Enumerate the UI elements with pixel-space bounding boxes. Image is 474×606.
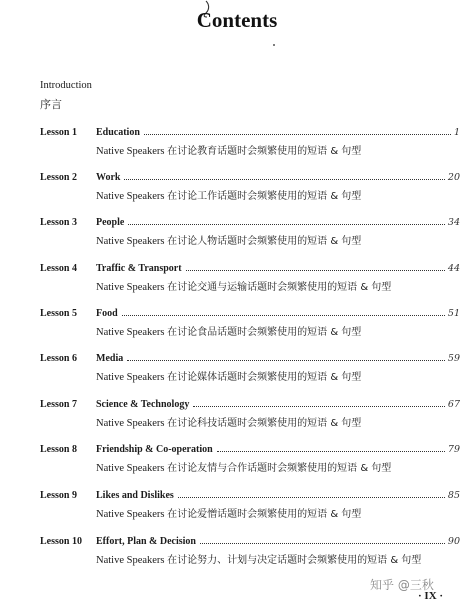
lesson-subtitle xyxy=(96,459,391,474)
lesson-title: Food xyxy=(96,308,118,319)
lesson-page-number: 67 xyxy=(447,399,460,410)
toc-entry[interactable] xyxy=(40,262,460,298)
dot-leader xyxy=(193,398,445,407)
lesson-page-number: 90 xyxy=(447,536,460,547)
lesson-title: Effort, Plan & Decision xyxy=(96,536,196,547)
lesson-title: Science & Technology xyxy=(96,399,190,410)
toc-entry[interactable] xyxy=(40,216,460,252)
lesson-title: Education xyxy=(96,127,140,138)
toc-entry-heading xyxy=(40,535,460,549)
lesson-page-number: 44 xyxy=(447,263,460,274)
lesson-number: Lesson 6 xyxy=(40,353,77,364)
lesson-subtitle-english: Native Speakers xyxy=(96,282,168,293)
lesson-subtitle-chinese: 在讨论人物话题时会频繁使用的短语 & 句型 xyxy=(167,236,362,247)
lesson-subtitle-chinese: 在讨论教育话题时会频繁使用的短语 & 句型 xyxy=(167,146,362,157)
toc-entry-heading xyxy=(40,171,460,185)
lesson-title: Friendship & Co-operation xyxy=(96,444,213,455)
toc-entry[interactable] xyxy=(40,307,460,343)
dot-leader xyxy=(124,171,444,180)
lesson-page-number: 79 xyxy=(447,444,460,455)
lesson-subtitle-english: Native Speakers xyxy=(96,509,168,520)
lesson-page-number: 34 xyxy=(447,217,460,228)
toc-entry-heading xyxy=(40,126,460,140)
page-number: · IX · xyxy=(418,590,444,602)
dot-leader xyxy=(217,443,445,452)
lesson-subtitle xyxy=(96,323,361,338)
lesson-number: Lesson 5 xyxy=(40,308,77,319)
dot-leader xyxy=(178,489,445,498)
lesson-number: Lesson 10 xyxy=(40,536,82,547)
lesson-subtitle xyxy=(96,142,361,157)
print-speck xyxy=(273,44,275,46)
lesson-subtitle-english: Native Speakers xyxy=(96,463,168,474)
toc-entry-heading xyxy=(40,216,460,230)
lesson-page-number: 20 xyxy=(447,172,460,183)
toc-entry[interactable] xyxy=(40,171,460,207)
lesson-subtitle-chinese: 在讨论爱憎话题时会频繁使用的短语 & 句型 xyxy=(167,509,362,520)
lesson-subtitle-chinese: 在讨论交通与运输话题时会频繁使用的短语 & 句型 xyxy=(167,282,392,293)
lesson-subtitle-english: Native Speakers xyxy=(96,418,168,429)
toc-entry-heading xyxy=(40,262,460,276)
lesson-page-number: 51 xyxy=(447,308,460,319)
lesson-subtitle-chinese: 在讨论工作话题时会频繁使用的短语 & 句型 xyxy=(167,191,362,202)
lesson-subtitle xyxy=(96,414,361,429)
lesson-number: Lesson 7 xyxy=(40,399,77,410)
lesson-subtitle-english: Native Speakers xyxy=(96,555,168,566)
lesson-title: Likes and Dislikes xyxy=(96,490,174,501)
toc-entry-heading xyxy=(40,443,460,457)
watermark: 知乎 @三秋 xyxy=(370,578,434,592)
lesson-subtitle-english: Native Speakers xyxy=(96,236,168,247)
introduction-chinese-label: 序言 xyxy=(40,98,62,111)
lesson-number: Lesson 9 xyxy=(40,490,77,501)
lesson-subtitle-chinese: 在讨论努力、计划与决定话题时会频繁使用的短语 & 句型 xyxy=(167,555,422,566)
lesson-page-number: 1 xyxy=(453,127,460,138)
toc-entry-heading xyxy=(40,352,460,366)
lesson-title: Media xyxy=(96,353,124,364)
lesson-number: Lesson 3 xyxy=(40,217,77,228)
dot-leader xyxy=(200,535,445,544)
lesson-subtitle-chinese: 在讨论友情与合作话题时会频繁使用的短语 & 句型 xyxy=(167,463,392,474)
dot-leader xyxy=(122,307,445,316)
introduction-label: Introduction xyxy=(40,80,92,91)
dot-leader xyxy=(144,126,451,135)
toc-entry-heading xyxy=(40,307,460,321)
lesson-subtitle xyxy=(96,368,361,383)
toc-entry[interactable] xyxy=(40,535,460,571)
toc-entry-heading xyxy=(40,398,460,412)
lesson-subtitle-english: Native Speakers xyxy=(96,146,168,157)
lesson-subtitle xyxy=(96,551,421,566)
lesson-page-number: 85 xyxy=(447,490,460,501)
lesson-subtitle xyxy=(96,278,391,293)
lesson-subtitle-english: Native Speakers xyxy=(96,327,168,338)
lesson-subtitle-english: Native Speakers xyxy=(96,372,168,383)
lesson-number: Lesson 8 xyxy=(40,444,77,455)
lesson-subtitle-chinese: 在讨论食品话题时会频繁使用的短语 & 句型 xyxy=(167,327,362,338)
lesson-subtitle xyxy=(96,505,361,520)
lesson-subtitle xyxy=(96,187,361,202)
lesson-page-number: 59 xyxy=(447,353,460,364)
page-title: Contents xyxy=(196,8,278,32)
dot-leader xyxy=(186,262,445,271)
lesson-number: Lesson 1 xyxy=(40,127,77,138)
dot-leader xyxy=(128,216,445,225)
toc-entry[interactable] xyxy=(40,489,460,525)
lesson-subtitle-chinese: 在讨论媒体话题时会频繁使用的短语 & 句型 xyxy=(167,372,362,383)
lesson-number: Lesson 2 xyxy=(40,172,77,183)
lesson-subtitle-english: Native Speakers xyxy=(96,191,168,202)
lesson-title: Traffic & Transport xyxy=(96,263,182,274)
toc-entry[interactable] xyxy=(40,398,460,434)
toc-entry[interactable] xyxy=(40,352,460,388)
toc-entry[interactable] xyxy=(40,443,460,479)
lesson-number: Lesson 4 xyxy=(40,263,77,274)
dot-leader xyxy=(127,352,445,361)
lesson-subtitle-chinese: 在讨论科技话题时会频繁使用的短语 & 句型 xyxy=(167,418,362,429)
lesson-title: People xyxy=(96,217,125,228)
lesson-title: Work xyxy=(96,172,121,183)
lesson-subtitle xyxy=(96,232,361,247)
toc-entry-heading xyxy=(40,489,460,503)
toc-entry[interactable] xyxy=(40,126,460,162)
